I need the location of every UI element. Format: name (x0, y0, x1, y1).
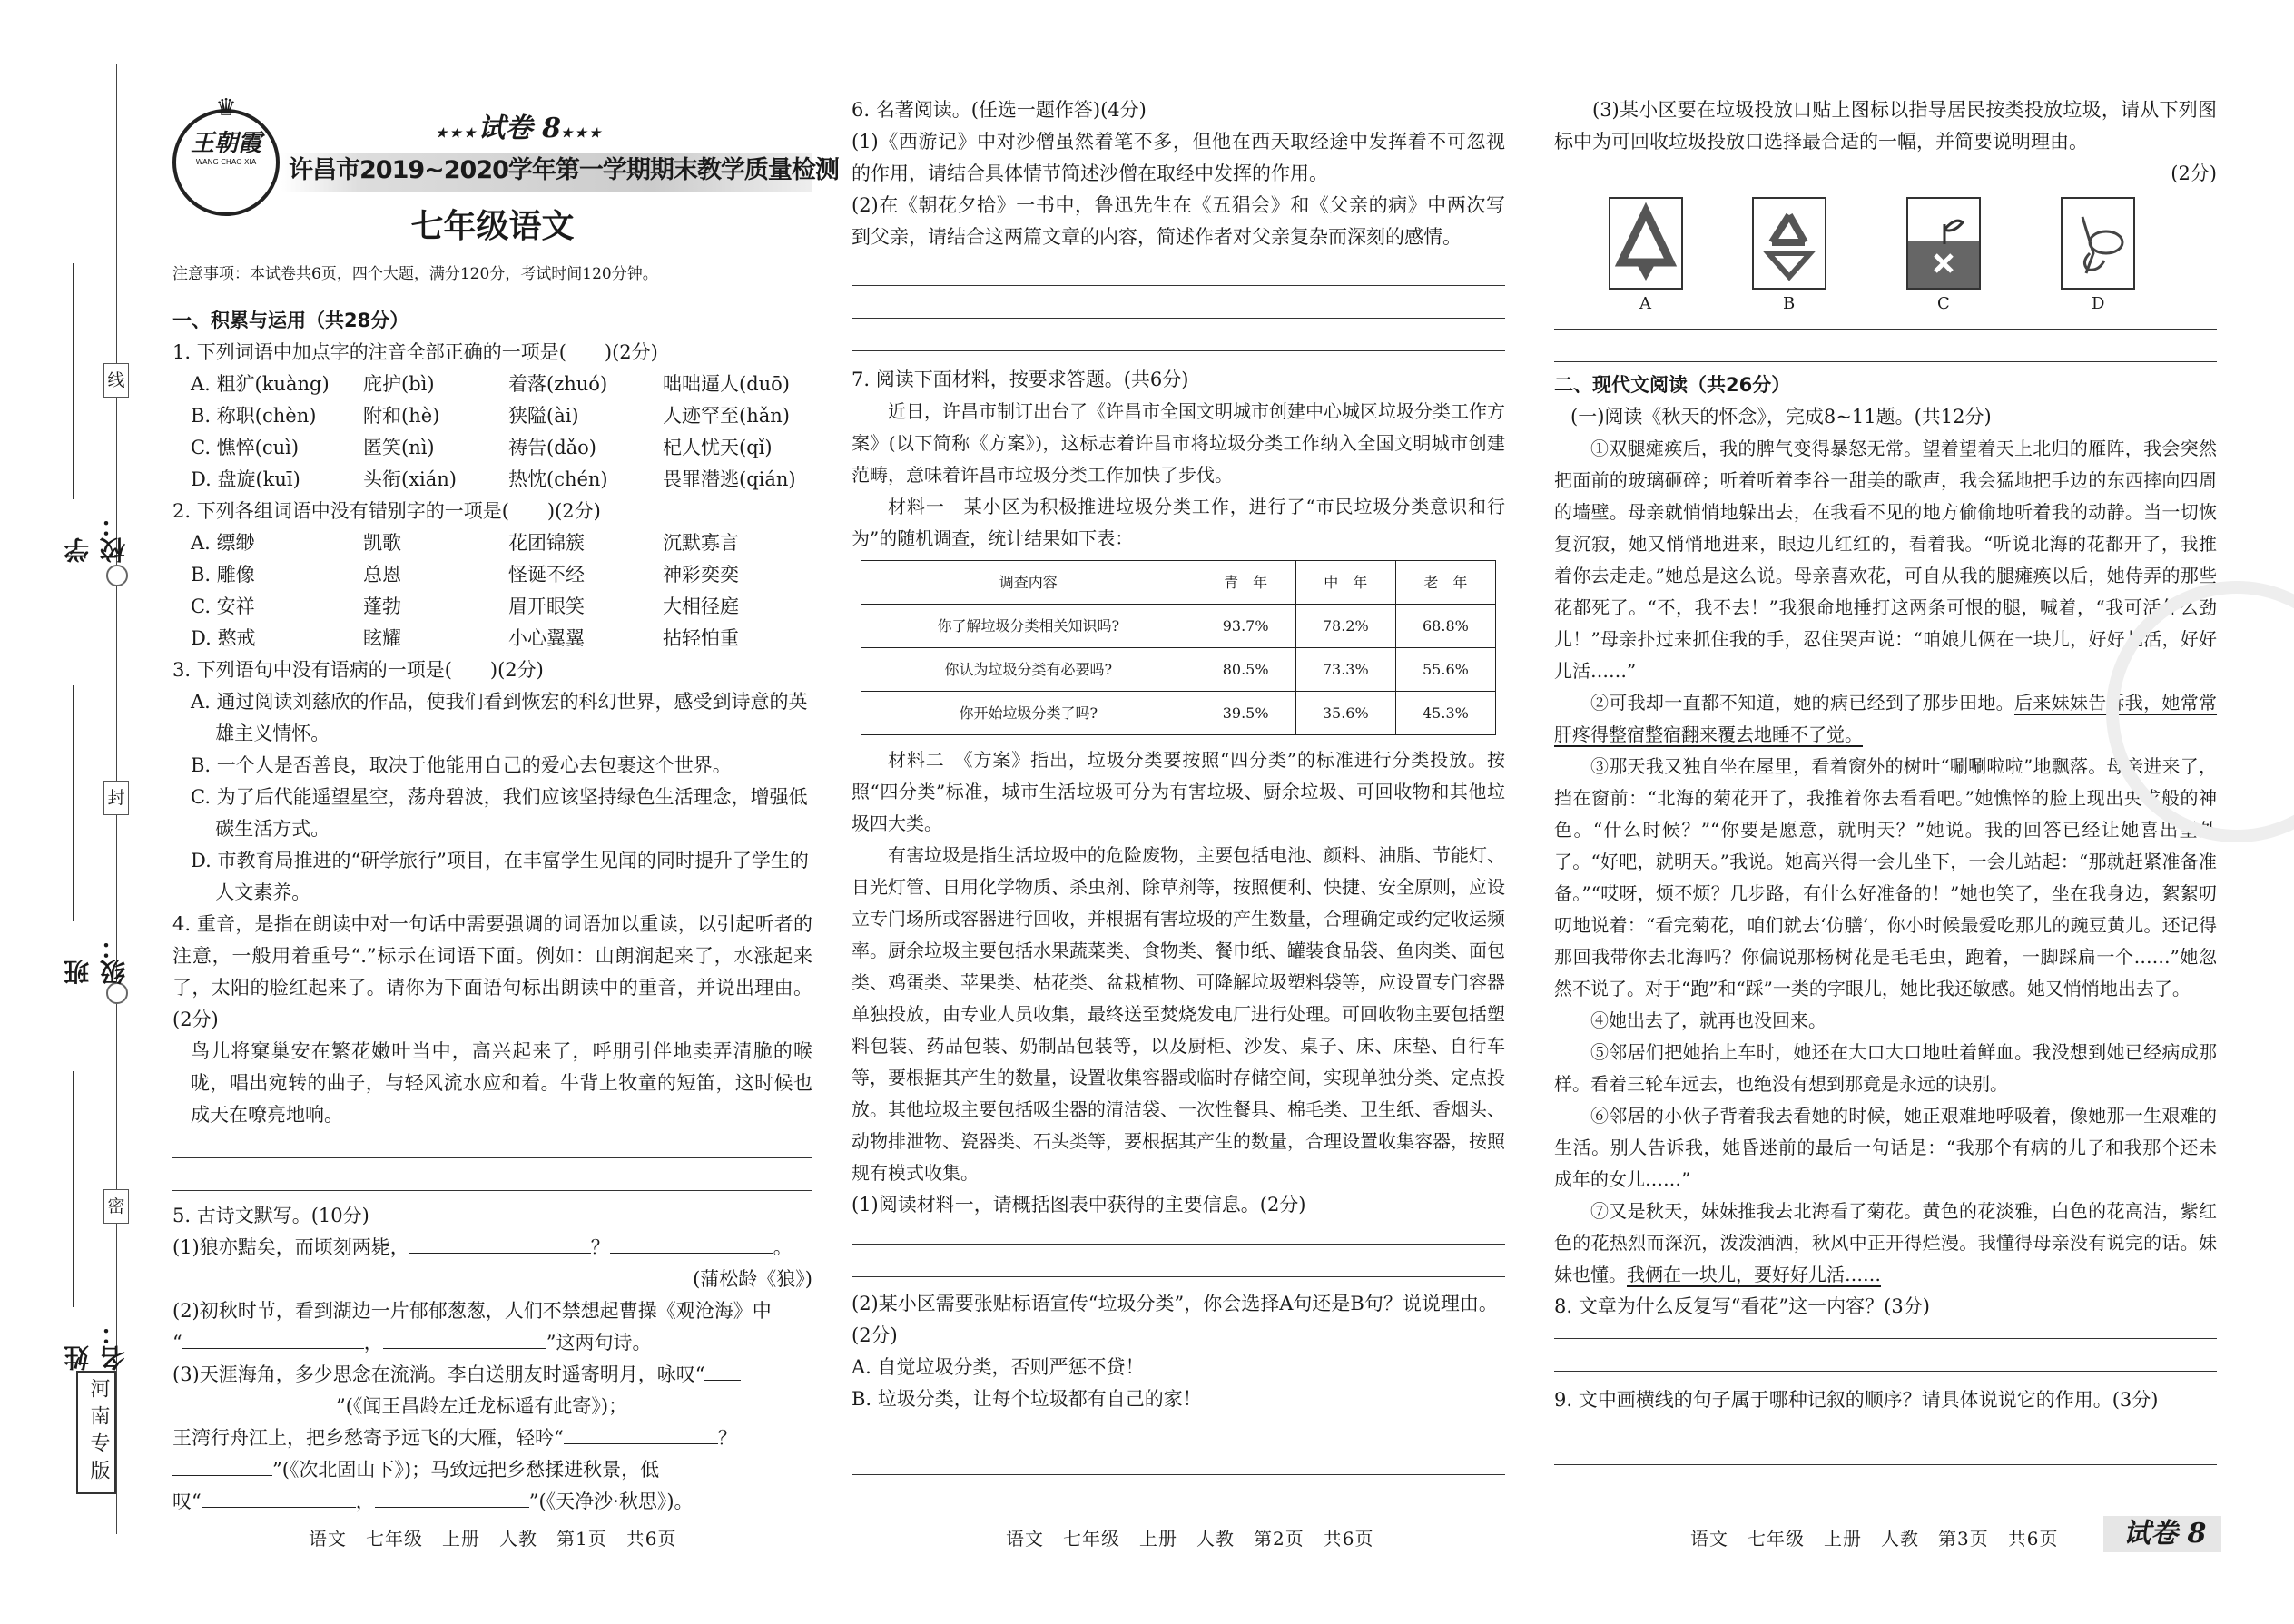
q7-answer-line[interactable] (852, 1473, 1505, 1475)
blank[interactable] (182, 1328, 364, 1349)
table-cell: 93.7% (1196, 605, 1295, 648)
class-field[interactable] (63, 685, 129, 985)
para-5: ⑤邻居们把她抬上车时，她还在大口大口地吐着鲜血。我没想到她已经病成那样。看着三轮车远去，也绝没有想到那竟是永远的诀别。 (1554, 1041, 2217, 1095)
option-cell: 祷告(dǎo) (508, 437, 596, 458)
recycle-triangle-icon (1610, 199, 1681, 288)
q3-option: A. 通过阅读刘慈欣的作品，使我们看到恢宏的科幻世界，感受到诗意的英雄主义情怀。 (191, 691, 808, 744)
q3-option: B. 一个人是否善良，取决于他能用自己的爱心去包裹这个世界。 (191, 754, 732, 776)
para-1: ①双腿瘫痪后，我的脾气变得暴怒无常。望着望着天上北归的雁阵，我会突然把面前的玻璃砸碎；听着听着李谷一甜美的歌声，我会猛地把手边的东西摔向四周的墙壁。母亲就悄悄地躲出去，在我看不见的地方偷偷地听着我的动静。当一切恢复沉寂，她又悄悄地进来，眼边儿红红的，看着我。“听说北海的花都开了，我推着你去走走。”她总是这么说。母亲喜欢花，可自从我的腿瘫痪以后，她侍弄的那些花都死了。“不，我不去！”我狠命地捶打这两条可恨的腿，喊着，“我可活什么劲儿！”母亲扑过来抓住我的手，忍住哭声说：“咱娘儿俩在一块儿，好好儿活，好好儿活……” (1554, 438, 2217, 682)
q9-stem: 9. 文中画横线的句子属于哪种记叙的顺序？请具体说说它的作用。(3分) (1554, 1389, 2159, 1411)
q3-stem: 3. 下列语句中没有语病的一项是( )(2分) (172, 659, 544, 681)
option-cell: 怪诞不经 (508, 564, 585, 586)
q8-stem: 8. 文章为什么反复写“看花”这一内容？(3分) (1554, 1295, 1930, 1317)
q5-stem: 5. 古诗文默写。(10分) (172, 1205, 369, 1226)
q7-material-1: 材料一 某小区为积极推进垃圾分类工作，进行了“市民垃圾分类意识和行为”的随机调查，统计结果如下表： (852, 496, 1505, 549)
exam-title: 许昌市2019~2020学年第一学期期末教学质量检测 (289, 156, 839, 184)
option-cell: 热忱(chén) (508, 468, 608, 490)
table-cell: 80.5% (1196, 648, 1295, 692)
option-cell: 杞人忧天(qǐ) (663, 437, 773, 458)
footer-page-3: 语文 七年级 上册 人教 第3页 共6页 (1690, 1528, 2059, 1550)
q5-line-4b: ”(《次北固山下》)；马致远把乡愁揉进秋景，低 (172, 1454, 812, 1486)
option-cell: 眩耀 (363, 627, 401, 649)
icon-d[interactable] (2061, 197, 2135, 290)
icon-c[interactable] (1906, 197, 1981, 290)
icon-label: B (1783, 294, 1796, 313)
option-cell: 人迹罕至(hǎn) (663, 405, 790, 427)
q1-stem: 1. 下列词语中加点字的注音全部正确的一项是( )(2分) (172, 341, 658, 363)
para-4: ④她出去了，就再也没回来。 (1590, 1009, 1826, 1031)
class-label: 班级： (63, 934, 129, 985)
table-cell: 73.3% (1295, 648, 1395, 692)
table-cell: 你了解垃圾分类相关知识吗? (861, 605, 1196, 648)
blank[interactable] (375, 1487, 529, 1508)
underlined-sentence: 我俩在一块儿，要好好儿活…… (1627, 1264, 1881, 1285)
option-cell: 附和(hè) (363, 405, 440, 427)
option-row (172, 400, 812, 432)
blank[interactable] (172, 1392, 336, 1412)
name-label: 姓名： (63, 1320, 129, 1371)
blank[interactable] (610, 1233, 773, 1254)
recycle-arrows-icon (1754, 199, 1825, 288)
crown-icon: ♛ (215, 94, 237, 122)
blank[interactable] (383, 1328, 546, 1349)
table-cell: 55.6% (1395, 648, 1495, 692)
q2-options (172, 527, 812, 655)
footer-badge: 试卷 8 (2103, 1516, 2221, 1552)
section-2-title: 二、现代文阅读（共26分） (1554, 374, 1791, 396)
q7-sub-2: (2)某小区需要张贴标语宣传“垃圾分类”，你会选择A句还是B句？说说理由。(2分) (852, 1293, 1498, 1346)
notice: 注意事项：本试卷共6页，四个大题，满分120分，考试时间120分钟。 (172, 265, 658, 283)
para-3: ③那天我又独自坐在屋里，看着窗外的树叶“唰唰啦啦”地飘落。母亲进来了，挡在窗前：“北海的菊花开了，我推着你去看看吧。”她憔悴的脸上现出央求般的神色。“什么时候？”“你要是愿意，就明天？”她说。我的回答已经让她喜出望外了。“好吧，就明天。”我说。她高兴得一会儿坐下，一会儿站起：“那就赶紧准备准备。”“哎呀，烦不烦？几步路，有什么好准备的！”她也笑了，坐在我身边，絮絮叨叨地说着：“看完菊花，咱们就去‘仿膳’，你小时候最爱吃那儿的豌豆黄儿。还记得那回我带你去北海吗？你偏说那杨树花是毛毛虫，跑着，一脚踩扁一个……”她忽然不说了。对于“跑”和“踩”一类的字眼儿，她比我还敏感。她又悄悄地出去了。 (1554, 755, 2217, 999)
option-row (172, 527, 812, 559)
option-cell: C. 安祥 (191, 595, 255, 617)
table-cell: 78.2% (1295, 605, 1395, 648)
option-row (172, 464, 812, 496)
seal-xian: 线 (103, 363, 129, 398)
underlined-sentence: 后来妹妹告诉我，她常常肝疼得整宿整宿翻来覆去地睡不了觉。 (1554, 692, 2218, 745)
q3-options (172, 686, 812, 909)
q6-answer-line[interactable] (852, 349, 1505, 351)
q6-answer-line[interactable] (852, 317, 1505, 319)
reading-1-title: (一)阅读《秋天的怀念》，完成8~11题。(共12分) (1570, 406, 1992, 428)
option-cell: 咄咄逼人(duō) (663, 373, 790, 395)
blank[interactable] (564, 1423, 718, 1444)
q4-stem: 4. 重音，是指在朗读中对一句话中需要强调的词语加以重读，以引起听者的注意，一般用着重号“.”标示在词语下面。例如：山朗润起来了，水涨起来了，太阳的脸红起来了。请你为下面语句标出朗读中的重音，并说出理由。(2分) (172, 913, 812, 1030)
option-cell: C. 憔悴(cuì) (191, 437, 300, 458)
icon-a[interactable] (1609, 197, 1683, 290)
option-row (172, 559, 812, 591)
option-cell: 大相径庭 (663, 595, 739, 617)
q6-stem: 6. 名著阅读。(任选一题作答)(4分) (852, 99, 1147, 121)
q7-answer-line[interactable] (1554, 360, 2217, 362)
option-cell: 着落(zhuó) (508, 373, 608, 395)
option-cell: 拈轻怕重 (663, 627, 739, 649)
q5-line-3b: ”(《闻王昌龄左迁龙标遥有此寄》)； (172, 1391, 812, 1422)
q5-line-4: 王湾行舟江上，把乡愁寄予远飞的大雁，轻吟“ ？ (172, 1422, 812, 1454)
icon-label: D (2092, 294, 2105, 313)
q7-answer-line[interactable] (852, 1275, 1505, 1277)
option-row (172, 369, 812, 400)
seal-feng: 封 (103, 781, 129, 815)
seal-mi: 密 (103, 1189, 129, 1224)
q7-material-3: 有害垃圾是指生活垃圾中的危险废物，主要包括电池、颜料、油脂、节能灯、日光灯管、日用化学物质、杀虫剂、除草剂等，按照便利、快捷、安全原则，应设立专门场所或容器进行回收，并根据有害垃圾的产生数量，合理确定或约定收运频率。厨余垃圾主要包括水果蔬菜类、食物类、餐巾纸、罐装食品袋、鱼肉类、面包类、鸡蛋类、苹果类、枯花类、盆栽植物、可降解垃圾塑料袋等，应设置专门容器单独投放，由专业人员收集，最终送至焚烧发电厂进行处理。可回收物主要包括塑料包装、药品包装、奶制品包装等，以及厨柜、沙发、桌子、床、床垫、自行车等，要根据其产生的数量，设置收集容器或临时存储空间，实现单独分类、定点投放。其他垃圾主要包括吸尘器的清洁袋、一次性餐具、棉毛类、卫生纸、香烟头、动物排泄物、瓷器类、石头类等，要根据其产生的数量，合理设置收集容器，按照规有模式收集。 (852, 844, 1505, 1184)
option-row (172, 623, 812, 655)
q9-answer-line[interactable] (1554, 1463, 2217, 1465)
option-cell: A. 粗犷(kuàng) (191, 373, 330, 395)
brand-logo: ♛ 王朝霞 WANG CHAO XIA (172, 109, 280, 216)
blank[interactable] (202, 1487, 356, 1508)
q2-stem: 2. 下列各组词语中没有错别字的一项是( )(2分) (172, 500, 601, 522)
q7-sub-3: (3)某小区要在垃圾投放口贴上图标以指导居民按类投放垃圾，请从下列图标中为可回收垃圾投放口选择最合适的一幅，并简要说明理由。 (1554, 99, 2217, 153)
icon-label: A (1639, 294, 1651, 313)
table-row (861, 648, 1496, 692)
table-row (861, 605, 1496, 648)
blank[interactable] (704, 1360, 741, 1381)
recycle-icons (1554, 197, 2217, 315)
option-cell: 神彩奕奕 (663, 564, 739, 586)
option-cell: 畏罪潜逃(qián) (663, 468, 796, 490)
q3-option: D. 市教育局推进的“研学旅行”项目，在丰富学生见闻的同时提升了学生的人文素养。 (191, 850, 809, 903)
option-cell: A. 缥缈 (191, 532, 255, 554)
q4-text: 鸟儿将窠巢安在繁花嫩叶当中，高兴起来了，呼朋引伴地卖弄清脆的喉咙，唱出宛转的曲子，与轻风流水应和着。牛背上牧童的短笛，这时候也成天在嘹亮地响。 (191, 1040, 812, 1126)
q6-part-2: (2)在《朝花夕拾》一书中，鲁迅先生在《五猖会》和《父亲的病》中两次写到父亲，请结合这两篇文章的内容，简述作者对父亲复杂而深刻的感情。 (852, 194, 1505, 248)
table-cell: 68.8% (1395, 605, 1495, 648)
q7-sub-3-score: (2分) (2171, 162, 2217, 184)
option-cell: 总恩 (363, 564, 401, 586)
blank[interactable] (172, 1455, 272, 1476)
para-2: ②可我却一直都不知道，她的病已经到了那步田地。后来妹妹告诉我，她常常肝疼得整宿整宿翻来覆去地睡不了觉。 (1554, 692, 2218, 745)
option-cell: 蓬勃 (363, 595, 401, 617)
q5-line-5: 叹“ ， ”(《天净沙·秋思》)。 (172, 1486, 812, 1518)
footer-page-1: 语文 七年级 上册 人教 第1页 共6页 (309, 1528, 677, 1550)
option-cell: D. 憨戒 (191, 627, 256, 649)
food-waste-icon (2063, 199, 2133, 288)
binding-margin (0, 0, 163, 1624)
q8-answer-line[interactable] (1554, 1370, 2217, 1372)
section-1-title: 一、积累与运用（共28分） (172, 310, 409, 331)
q7-answer-line[interactable] (1554, 328, 2217, 330)
table-header: 调查内容 (861, 561, 1196, 605)
q8-answer-line[interactable] (1554, 1337, 2217, 1339)
option-cell: D. 盘旋(kuī) (191, 468, 300, 490)
edition-box: 河南专版 (76, 1371, 116, 1494)
exam-number: ★★★试卷 8★★★ (436, 113, 604, 144)
q5-line-2: (2)初秋时节，看到湖边一片郁郁葱葱，人们不禁想起曹操《观沧海》中 (172, 1300, 772, 1322)
name-field[interactable] (63, 1071, 129, 1371)
option-cell: 眉开眼笑 (508, 595, 585, 617)
table-header: 老 年 (1395, 561, 1495, 605)
binding-hole (106, 982, 128, 1004)
option-row (172, 432, 812, 464)
para-6: ⑥邻居的小伙子背着我去看她的时候，她正艰难地呼吸着，像她那一生艰难的生活。别人告诉我，她昏迷前的最后一句话是：“我那个有病的儿子和我那个还未成年的女儿……” (1554, 1105, 2217, 1190)
q6-part-1: (1)《西游记》中对沙僧虽然着笔不多，但他在西天取经途中发挥着不可忽视的作用，请结合具体情节简述沙僧在取经中发挥的作用。 (852, 131, 1505, 184)
no-plant-icon (1908, 199, 1979, 288)
q1-options (172, 369, 812, 496)
table-cell: 你开始垃圾分类了吗? (861, 692, 1196, 735)
option-cell: 匿笑(nì) (363, 437, 435, 458)
q5-line-2b: “ ， ”这两句诗。 (172, 1327, 812, 1359)
table-row (861, 692, 1496, 735)
option-cell: B. 雕像 (191, 564, 255, 586)
q6-answer-line[interactable] (852, 284, 1505, 286)
q4-answer-line[interactable] (172, 1189, 812, 1191)
option-cell: 头衔(xián) (363, 468, 457, 490)
option-row (172, 591, 812, 623)
q7-sub-1: (1)阅读材料一，请概括图表中获得的主要信息。(2分) (852, 1194, 1306, 1216)
q7-stem: 7. 阅读下面材料，按要求答题。(共6分) (852, 369, 1189, 390)
blank[interactable] (409, 1233, 591, 1254)
table-cell: 45.3% (1395, 692, 1495, 735)
q7-material-2: 材料二 《方案》指出，垃圾分类要按照“四分类”的标准进行分类投放。按照“四分类”标准，城市生活垃圾可分为有害垃圾、厨余垃圾、可回收物和其他垃圾四大类。 (852, 749, 1505, 834)
q7-option-a: A. 自觉垃圾分类，否则严惩不贷！ (852, 1356, 1145, 1378)
option-cell: 狭隘(ài) (508, 405, 579, 427)
option-cell: 凯歌 (363, 532, 401, 554)
q7-answer-line[interactable] (852, 1441, 1505, 1442)
table-cell: 35.6% (1295, 692, 1395, 735)
survey-table (861, 560, 1496, 735)
q7-answer-line[interactable] (852, 1243, 1505, 1245)
option-cell: 庇护(bì) (363, 373, 435, 395)
q3-option: C. 为了后代能遥望星空，荡舟碧波，我们应该坚持绿色生活理念，增强低碳生活方式。 (191, 786, 808, 840)
q5-line-1: (1)狼亦黠矣，而顷刻两毙， ？ 。 (172, 1232, 812, 1264)
option-cell: 沉默寡言 (663, 532, 739, 554)
icon-b[interactable] (1752, 197, 1826, 290)
footer-page-2: 语文 七年级 上册 人教 第2页 共6页 (1006, 1528, 1374, 1550)
option-cell: B. 称职(chèn) (191, 405, 317, 427)
q5-source-1: (蒲松龄《狼》) (693, 1268, 812, 1290)
q7-intro: 近日，许昌市制订出台了《许昌市全国文明城市创建中心城区垃圾分类工作方案》(以下简称《方案》)，这标志着许昌市将垃圾分类工作纳入全国文明城市创建范畴，意味着许昌市垃圾分类工作加快了步伐。 (852, 400, 1505, 486)
table-header: 中 年 (1295, 561, 1395, 605)
q4-answer-line[interactable] (172, 1156, 812, 1158)
table-cell: 39.5% (1196, 692, 1295, 735)
school-field[interactable] (63, 263, 129, 563)
binding-hole (106, 565, 128, 586)
para-7: ⑦又是秋天，妹妹推我去北海看了菊花。黄色的花淡雅，白色的花高洁，紫红色的花热烈而深沉，泼泼洒洒，秋风中正开得烂漫。我懂得母亲没有说完的话。妹妹也懂。我俩在一块儿，要好好儿活…… (1554, 1200, 2217, 1285)
icon-label: C (1937, 294, 1950, 313)
q9-answer-line[interactable] (1554, 1431, 2217, 1432)
table-header: 青 年 (1196, 561, 1295, 605)
option-cell: 小心翼翼 (508, 627, 585, 649)
school-label: 学校： (63, 512, 129, 563)
subject-title: 七年级语文 (410, 208, 575, 245)
q7-option-b: B. 垃圾分类，让每个垃圾都有自己的家！ (852, 1388, 1202, 1410)
option-cell: 花团锦簇 (508, 532, 585, 554)
table-cell: 你认为垃圾分类有必要吗? (861, 648, 1196, 692)
q5-line-3: (3)天涯海角，多少思念在流淌。李白送朋友时遥寄明月，咏叹“ (172, 1359, 812, 1391)
